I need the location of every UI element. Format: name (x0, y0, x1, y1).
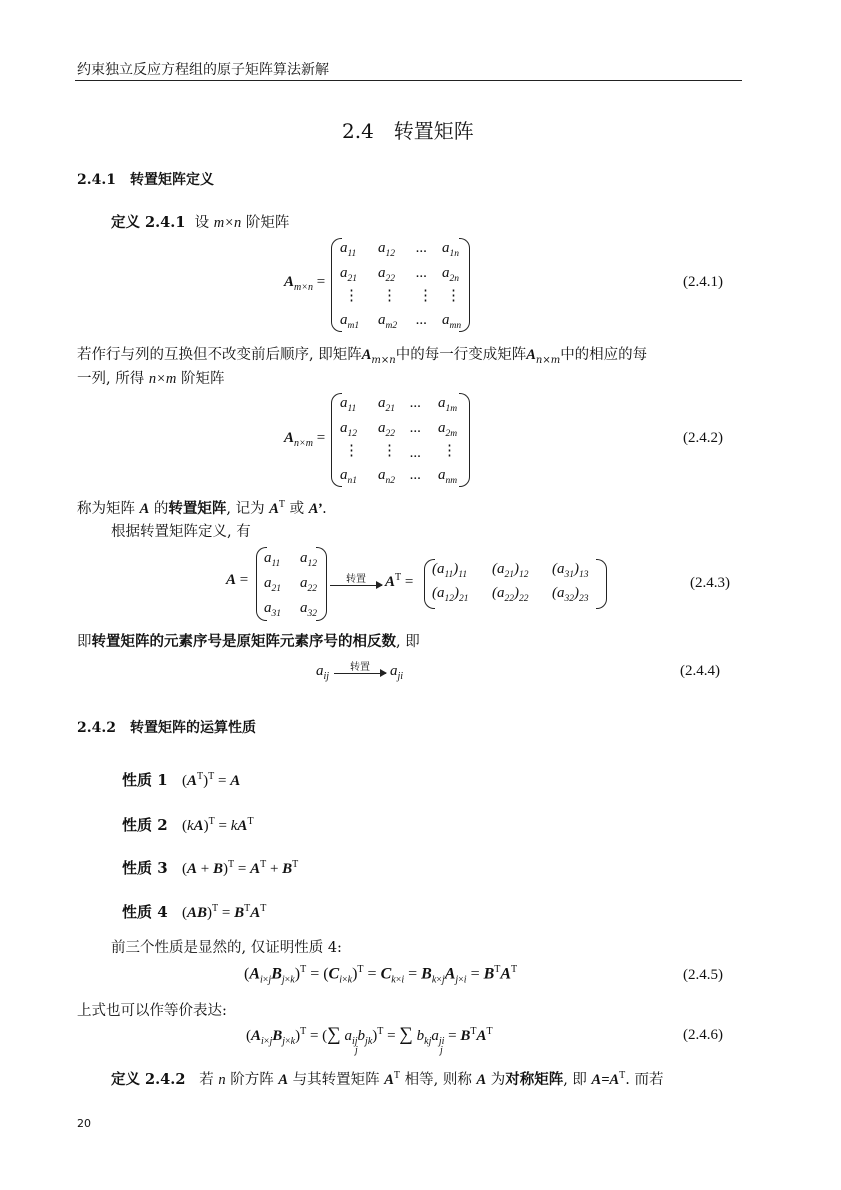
eq2-cell: ... (410, 420, 422, 436)
paragraph-transpose-def: 若作行与列的互换但不改变前后顺序, 即矩阵$A_{m\times n}$中的每一行变成矩阵$A_{n\times m}$中的相应的每 (77, 347, 648, 366)
definition-label: 定义 2.4.1 (111, 214, 186, 231)
eq2-cell: $a_{nm}$ (438, 467, 458, 486)
eq1-cell: $a_{11}$ (340, 240, 357, 259)
eq2-lhs: $A_{n\times m}$ = (284, 430, 326, 449)
eq6-formula: $(A_{i\times j}B_{j\times k})^T$ = (∑ $a_{ij}b_{jk})^T$ = ∑ $b_{kj}a_{ji} = B^TA^T$ (246, 1024, 493, 1047)
eq5-formula: $(A_{i\times j}B_{j\times k})^T = (C_{i\times k})^T = C_{k\times i} = B_{k\times j}A_{j\times i} = B^TA^T$ (244, 964, 518, 986)
eq1-cell: $a_{21}$ (340, 265, 357, 284)
eq3-cell: $a_{31}$ (264, 600, 281, 619)
eq2-cell: $a_{21}$ (378, 395, 395, 414)
eq2-cell: $a_{11}$ (340, 395, 357, 414)
eq2-cell: $a_{12}$ (340, 420, 357, 439)
property-4: 性质 4 $(AB)^T = B^TA^T$ (122, 903, 267, 921)
eq1-number: (2.4.1) (683, 274, 723, 290)
eq1-cell: ⋮ (382, 288, 397, 304)
eq2-cell: ⋮ (344, 443, 359, 459)
paragraph-by-definition: 根据转置矩阵定义, 有 (111, 524, 251, 540)
eq1-cell: $a_{1n}$ (442, 240, 459, 259)
eq2-right-paren (459, 393, 470, 487)
property-3: 性质 3 $(A + B)^T = A^T + B^T$ (122, 859, 299, 877)
eq3-right-paren-2 (596, 559, 607, 609)
subsection-2-4-2: 2.4.2 转置矩阵的运算性质 (77, 720, 256, 736)
eq2-cell: ⋮ (382, 443, 397, 459)
page-number: 20 (77, 1117, 91, 1130)
eq1-cell: $a_{22}$ (378, 265, 395, 284)
eq1-cell: ... (416, 240, 428, 256)
eq2-cell: $a_{2m}$ (438, 420, 458, 439)
paragraph-equivalent: 上式也可以作等价表达: (77, 1003, 227, 1019)
eq1-lhs: $A_{m\times n}$ = (284, 274, 326, 293)
eq3-right-paren-1 (316, 547, 327, 621)
paragraph-transpose-def-line2: 一列, 所得 n×m 阶矩阵 (77, 371, 225, 387)
eq6-sum-index-1: j (355, 1045, 358, 1056)
eq3-cell: $(a_{22})_{22}$ (492, 585, 529, 604)
definition-2-4-2: 定义 2.4.2 若 n 阶方阵 A 与其转置矩阵 $A^T$ 相等, 则称 A 为对称矩阵, 即 $A=A^T$. 而若 (111, 1070, 664, 1088)
eq3-cell: $a_{11}$ (264, 550, 281, 569)
eq2-cell: $a_{n1}$ (340, 467, 357, 486)
eq1-cell: $a_{2n}$ (442, 265, 459, 284)
eq5-number: (2.4.5) (683, 967, 723, 983)
eq3-rhs: $A^T$ = (385, 572, 414, 590)
eq3-cell: $(a_{31})_{13}$ (552, 561, 589, 580)
subsection-2-4-1: 2.4.1 转置矩阵定义 (77, 172, 214, 188)
eq4-number: (2.4.4) (680, 663, 720, 679)
eq1-cell: $a_{m1}$ (340, 312, 360, 331)
eq1-cell: $a_{mn}$ (442, 312, 462, 331)
eq2-cell: ... (410, 395, 422, 411)
eq4-arrow-label: 转置 (350, 662, 370, 673)
eq2-number: (2.4.2) (683, 430, 723, 446)
eq1-cell: ⋮ (446, 288, 461, 304)
eq3-arrow-label: 转置 (346, 574, 366, 585)
eq1-cell: ... (416, 265, 428, 281)
eq6-sum-index-2: j (440, 1045, 443, 1056)
eq2-cell: $a_{1m}$ (438, 395, 458, 414)
paragraph-proof-intro: 前三个性质是显然的, 仅证明性质 4: (111, 940, 342, 956)
paragraph-index-reversal: 即转置矩阵的元素序号是原矩阵元素序号的相反数, 即 (77, 633, 420, 650)
property-2: 性质 2 $(kA)^T = kA^T$ (122, 816, 254, 834)
eq1-cell: $a_{12}$ (378, 240, 395, 259)
header-rule (75, 80, 742, 81)
eq2-cell: ... (410, 445, 422, 461)
eq1-cell: $a_{m2}$ (378, 312, 398, 331)
property-1: 性质 1 $(A^T)^T = A$ (122, 771, 241, 789)
eq4-left: $a_{ij}$ (316, 663, 330, 682)
definition-2-4-1: 定义 2.4.1 设 m×n 阶矩阵 (111, 214, 290, 231)
paragraph-transpose-name: 称为矩阵 A 的转置矩阵, 记为 $A^T$ 或 A’. (77, 499, 327, 517)
eq4-arrow (334, 673, 386, 674)
eq1-cell: ⋮ (418, 288, 433, 304)
eq2-cell: ... (410, 467, 422, 483)
eq3-cell: $(a_{12})_{21}$ (432, 585, 469, 604)
eq6-number: (2.4.6) (683, 1027, 723, 1043)
eq3-cell: $(a_{21})_{12}$ (492, 561, 529, 580)
eq2-cell: $a_{22}$ (378, 420, 395, 439)
eq3-cell: $a_{12}$ (300, 550, 317, 569)
eq2-cell: ⋮ (442, 443, 457, 459)
eq2-cell: $a_{n2}$ (378, 467, 395, 486)
eq3-cell: $(a_{32})_{23}$ (552, 585, 589, 604)
eq3-cell: $a_{22}$ (300, 575, 317, 594)
eq3-number: (2.4.3) (690, 575, 730, 591)
eq4-right: $a_{ji}$ (390, 663, 404, 682)
section-title: 2.4 转置矩阵 (342, 119, 474, 143)
running-title: 约束独立反应方程组的原子矩阵算法新解 (77, 62, 329, 78)
eq3-lhs: A = (226, 572, 249, 588)
eq1-cell: ... (416, 312, 428, 328)
eq3-arrow (330, 585, 382, 586)
eq3-cell: $a_{32}$ (300, 600, 317, 619)
eq3-cell: $(a_{11})_{11}$ (432, 561, 468, 580)
eq3-cell: $a_{21}$ (264, 575, 281, 594)
eq1-cell: ⋮ (344, 288, 359, 304)
